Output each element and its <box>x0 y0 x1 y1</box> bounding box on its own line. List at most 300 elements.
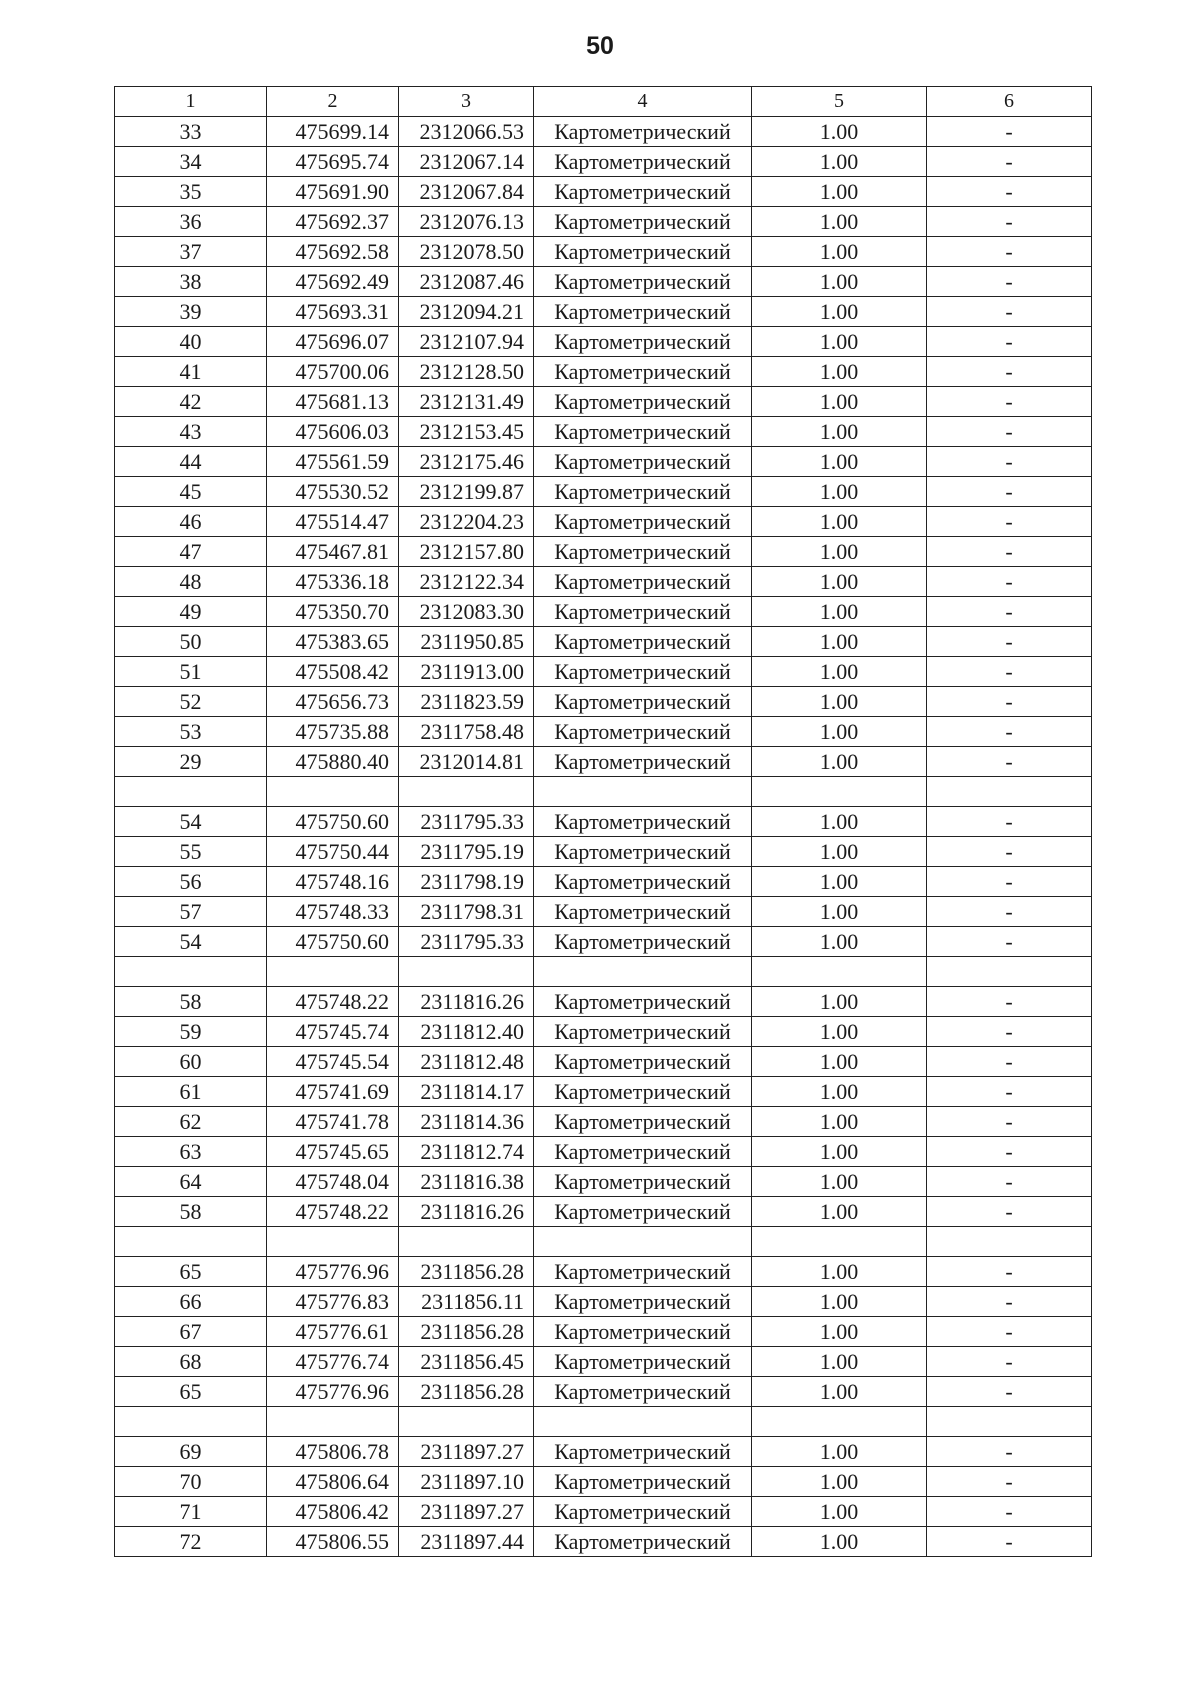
y-coordinate-cell: 2312204.23 <box>399 507 534 537</box>
accuracy-cell: 1.00 <box>752 1107 927 1137</box>
y-coordinate-cell: 2312083.30 <box>399 597 534 627</box>
accuracy-cell: 1.00 <box>752 687 927 717</box>
point-number-cell <box>115 777 267 807</box>
x-coordinate-cell: 475735.88 <box>267 717 399 747</box>
y-coordinate-cell: 2311798.31 <box>399 897 534 927</box>
note-cell: - <box>927 747 1092 777</box>
point-number-cell: 62 <box>115 1107 267 1137</box>
note-cell: - <box>927 507 1092 537</box>
y-coordinate-cell: 2311816.38 <box>399 1167 534 1197</box>
method-cell: Картометрический <box>534 1287 752 1317</box>
point-number-cell: 56 <box>115 867 267 897</box>
point-number-cell: 48 <box>115 567 267 597</box>
accuracy-cell: 1.00 <box>752 1077 927 1107</box>
method-cell: Картометрический <box>534 1347 752 1377</box>
x-coordinate-cell <box>267 957 399 987</box>
x-coordinate-cell: 475776.96 <box>267 1377 399 1407</box>
table-row <box>115 1197 1092 1227</box>
note-cell: - <box>927 657 1092 687</box>
point-number-cell: 37 <box>115 237 267 267</box>
column-header: 5 <box>752 87 927 117</box>
method-cell <box>534 777 752 807</box>
table-row <box>115 627 1092 657</box>
method-cell: Картометрический <box>534 897 752 927</box>
x-coordinate-cell: 475692.49 <box>267 267 399 297</box>
x-coordinate-cell: 475745.74 <box>267 1017 399 1047</box>
x-coordinate-cell: 475508.42 <box>267 657 399 687</box>
x-coordinate-cell: 475691.90 <box>267 177 399 207</box>
accuracy-cell: 1.00 <box>752 1347 927 1377</box>
x-coordinate-cell: 475383.65 <box>267 627 399 657</box>
x-coordinate-cell <box>267 1407 399 1437</box>
method-cell: Картометрический <box>534 297 752 327</box>
note-cell: - <box>927 177 1092 207</box>
y-coordinate-cell: 2311856.28 <box>399 1377 534 1407</box>
note-cell: - <box>927 927 1092 957</box>
accuracy-cell: 1.00 <box>752 147 927 177</box>
method-cell: Картометрический <box>534 1497 752 1527</box>
y-coordinate-cell: 2312014.81 <box>399 747 534 777</box>
accuracy-cell: 1.00 <box>752 357 927 387</box>
y-coordinate-cell: 2311950.85 <box>399 627 534 657</box>
point-number-cell: 61 <box>115 1077 267 1107</box>
method-cell: Картометрический <box>534 1017 752 1047</box>
note-cell: - <box>927 1017 1092 1047</box>
note-cell: - <box>927 897 1092 927</box>
note-cell: - <box>927 1107 1092 1137</box>
note-cell: - <box>927 717 1092 747</box>
table-row <box>115 687 1092 717</box>
y-coordinate-cell: 2311812.74 <box>399 1137 534 1167</box>
note-cell: - <box>927 1347 1092 1377</box>
x-coordinate-cell: 475748.22 <box>267 987 399 1017</box>
method-cell: Картометрический <box>534 1437 752 1467</box>
accuracy-cell: 1.00 <box>752 327 927 357</box>
point-number-cell: 64 <box>115 1167 267 1197</box>
point-number-cell: 65 <box>115 1377 267 1407</box>
accuracy-cell: 1.00 <box>752 1497 927 1527</box>
x-coordinate-cell: 475350.70 <box>267 597 399 627</box>
table-row <box>115 297 1092 327</box>
y-coordinate-cell: 2311812.40 <box>399 1017 534 1047</box>
note-cell: - <box>927 1437 1092 1467</box>
method-cell: Картометрический <box>534 1467 752 1497</box>
point-number-cell: 41 <box>115 357 267 387</box>
accuracy-cell: 1.00 <box>752 1527 927 1557</box>
x-coordinate-cell: 475880.40 <box>267 747 399 777</box>
point-number-cell: 60 <box>115 1047 267 1077</box>
note-cell: - <box>927 447 1092 477</box>
accuracy-cell: 1.00 <box>752 267 927 297</box>
x-coordinate-cell <box>267 777 399 807</box>
accuracy-cell: 1.00 <box>752 117 927 147</box>
table-row <box>115 1077 1092 1107</box>
point-number-cell: 69 <box>115 1437 267 1467</box>
table-row <box>115 447 1092 477</box>
y-coordinate-cell: 2311758.48 <box>399 717 534 747</box>
y-coordinate-cell: 2311816.26 <box>399 987 534 1017</box>
column-header: 6 <box>927 87 1092 117</box>
table-row <box>115 207 1092 237</box>
point-number-cell: 43 <box>115 417 267 447</box>
note-cell: - <box>927 1497 1092 1527</box>
method-cell: Картометрический <box>534 447 752 477</box>
method-cell: Картометрический <box>534 117 752 147</box>
x-coordinate-cell: 475750.60 <box>267 807 399 837</box>
method-cell: Картометрический <box>534 1077 752 1107</box>
x-coordinate-cell: 475806.55 <box>267 1527 399 1557</box>
y-coordinate-cell: 2311897.44 <box>399 1527 534 1557</box>
accuracy-cell: 1.00 <box>752 747 927 777</box>
x-coordinate-cell: 475467.81 <box>267 537 399 567</box>
note-cell <box>927 1407 1092 1437</box>
x-coordinate-cell: 475606.03 <box>267 417 399 447</box>
accuracy-cell <box>752 777 927 807</box>
method-cell: Картометрический <box>534 147 752 177</box>
method-cell <box>534 957 752 987</box>
point-number-cell: 47 <box>115 537 267 567</box>
y-coordinate-cell: 2311823.59 <box>399 687 534 717</box>
method-cell: Картометрический <box>534 807 752 837</box>
note-cell: - <box>927 417 1092 447</box>
table-row <box>115 897 1092 927</box>
note-cell: - <box>927 1467 1092 1497</box>
x-coordinate-cell: 475748.22 <box>267 1197 399 1227</box>
x-coordinate-cell: 475692.37 <box>267 207 399 237</box>
point-number-cell: 45 <box>115 477 267 507</box>
point-number-cell: 54 <box>115 807 267 837</box>
method-cell: Картометрический <box>534 1257 752 1287</box>
x-coordinate-cell: 475741.69 <box>267 1077 399 1107</box>
table-row <box>115 957 1092 987</box>
x-coordinate-cell: 475748.33 <box>267 897 399 927</box>
method-cell: Картометрический <box>534 1197 752 1227</box>
point-number-cell: 65 <box>115 1257 267 1287</box>
y-coordinate-cell: 2311856.28 <box>399 1317 534 1347</box>
accuracy-cell: 1.00 <box>752 1137 927 1167</box>
note-cell: - <box>927 117 1092 147</box>
column-header: 4 <box>534 87 752 117</box>
y-coordinate-cell: 2312076.13 <box>399 207 534 237</box>
x-coordinate-cell: 475750.44 <box>267 837 399 867</box>
method-cell: Картометрический <box>534 477 752 507</box>
y-coordinate-cell: 2311812.48 <box>399 1047 534 1077</box>
point-number-cell: 36 <box>115 207 267 237</box>
note-cell: - <box>927 1317 1092 1347</box>
method-cell: Картометрический <box>534 747 752 777</box>
method-cell: Картометрический <box>534 357 752 387</box>
note-cell: - <box>927 147 1092 177</box>
method-cell: Картометрический <box>534 207 752 237</box>
table-row <box>115 1137 1092 1167</box>
y-coordinate-cell: 2311816.26 <box>399 1197 534 1227</box>
table-row <box>115 1017 1092 1047</box>
accuracy-cell: 1.00 <box>752 927 927 957</box>
table-row <box>115 1167 1092 1197</box>
point-number-cell: 51 <box>115 657 267 687</box>
note-cell: - <box>927 1077 1092 1107</box>
table-header <box>115 87 1092 117</box>
method-cell: Картометрический <box>534 657 752 687</box>
y-coordinate-cell: 2312094.21 <box>399 297 534 327</box>
accuracy-cell: 1.00 <box>752 1047 927 1077</box>
point-number-cell: 33 <box>115 117 267 147</box>
accuracy-cell: 1.00 <box>752 987 927 1017</box>
point-number-cell: 38 <box>115 267 267 297</box>
x-coordinate-cell: 475806.64 <box>267 1467 399 1497</box>
point-number-cell <box>115 1227 267 1257</box>
table-row <box>115 1287 1092 1317</box>
method-cell: Картометрический <box>534 1527 752 1557</box>
point-number-cell: 67 <box>115 1317 267 1347</box>
method-cell: Картометрический <box>534 717 752 747</box>
y-coordinate-cell: 2312078.50 <box>399 237 534 267</box>
accuracy-cell: 1.00 <box>752 837 927 867</box>
x-coordinate-cell: 475700.06 <box>267 357 399 387</box>
table-row <box>115 1257 1092 1287</box>
point-number-cell <box>115 1407 267 1437</box>
accuracy-cell <box>752 1407 927 1437</box>
table-row <box>115 507 1092 537</box>
table-row <box>115 1347 1092 1377</box>
note-cell: - <box>927 1527 1092 1557</box>
column-header: 2 <box>267 87 399 117</box>
table-row <box>115 177 1092 207</box>
y-coordinate-cell: 2312122.34 <box>399 567 534 597</box>
point-number-cell: 42 <box>115 387 267 417</box>
accuracy-cell: 1.00 <box>752 597 927 627</box>
y-coordinate-cell <box>399 957 534 987</box>
accuracy-cell: 1.00 <box>752 717 927 747</box>
table-row <box>115 1047 1092 1077</box>
y-coordinate-cell <box>399 777 534 807</box>
x-coordinate-cell: 475748.16 <box>267 867 399 897</box>
y-coordinate-cell: 2311798.19 <box>399 867 534 897</box>
x-coordinate-cell: 475776.96 <box>267 1257 399 1287</box>
table-row <box>115 147 1092 177</box>
accuracy-cell: 1.00 <box>752 1257 927 1287</box>
table-row <box>115 1317 1092 1347</box>
table-row <box>115 867 1092 897</box>
accuracy-cell: 1.00 <box>752 627 927 657</box>
accuracy-cell: 1.00 <box>752 1317 927 1347</box>
table-body <box>115 117 1092 1557</box>
accuracy-cell: 1.00 <box>752 477 927 507</box>
y-coordinate-cell: 2311897.10 <box>399 1467 534 1497</box>
x-coordinate-cell: 475806.78 <box>267 1437 399 1467</box>
point-number-cell: 39 <box>115 297 267 327</box>
accuracy-cell: 1.00 <box>752 447 927 477</box>
note-cell: - <box>927 867 1092 897</box>
x-coordinate-cell: 475514.47 <box>267 507 399 537</box>
x-coordinate-cell: 475561.59 <box>267 447 399 477</box>
table-row <box>115 927 1092 957</box>
x-coordinate-cell: 475776.83 <box>267 1287 399 1317</box>
table-row <box>115 1227 1092 1257</box>
y-coordinate-cell: 2311814.17 <box>399 1077 534 1107</box>
note-cell: - <box>927 627 1092 657</box>
table-row <box>115 657 1092 687</box>
note-cell: - <box>927 537 1092 567</box>
table-row <box>115 567 1092 597</box>
point-number-cell: 50 <box>115 627 267 657</box>
y-coordinate-cell: 2312067.84 <box>399 177 534 207</box>
y-coordinate-cell: 2312067.14 <box>399 147 534 177</box>
table-row <box>115 1377 1092 1407</box>
table-row <box>115 1467 1092 1497</box>
x-coordinate-cell: 475745.54 <box>267 1047 399 1077</box>
method-cell: Картометрический <box>534 237 752 267</box>
point-number-cell: 59 <box>115 1017 267 1047</box>
table-row <box>115 987 1092 1017</box>
point-number-cell: 55 <box>115 837 267 867</box>
method-cell: Картометрический <box>534 507 752 537</box>
x-coordinate-cell <box>267 1227 399 1257</box>
coordinates-table <box>114 86 1092 1557</box>
table-row <box>115 1407 1092 1437</box>
y-coordinate-cell: 2311795.33 <box>399 927 534 957</box>
point-number-cell: 53 <box>115 717 267 747</box>
table-row <box>115 777 1092 807</box>
note-cell: - <box>927 807 1092 837</box>
accuracy-cell: 1.00 <box>752 567 927 597</box>
x-coordinate-cell: 475692.58 <box>267 237 399 267</box>
y-coordinate-cell: 2312128.50 <box>399 357 534 387</box>
point-number-cell: 58 <box>115 987 267 1017</box>
method-cell: Картометрический <box>534 1167 752 1197</box>
table-row <box>115 837 1092 867</box>
note-cell: - <box>927 687 1092 717</box>
method-cell: Картометрический <box>534 687 752 717</box>
accuracy-cell <box>752 957 927 987</box>
table-row <box>115 417 1092 447</box>
table-row <box>115 387 1092 417</box>
table-row <box>115 117 1092 147</box>
accuracy-cell <box>752 1227 927 1257</box>
y-coordinate-cell: 2311856.11 <box>399 1287 534 1317</box>
y-coordinate-cell: 2311856.28 <box>399 1257 534 1287</box>
note-cell: - <box>927 477 1092 507</box>
table-row <box>115 477 1092 507</box>
table-row <box>115 1497 1092 1527</box>
note-cell: - <box>927 237 1092 267</box>
point-number-cell: 44 <box>115 447 267 477</box>
point-number-cell: 57 <box>115 897 267 927</box>
method-cell: Картометрический <box>534 597 752 627</box>
method-cell <box>534 1407 752 1437</box>
method-cell: Картометрический <box>534 327 752 357</box>
method-cell: Картометрический <box>534 177 752 207</box>
x-coordinate-cell: 475681.13 <box>267 387 399 417</box>
point-number-cell: 35 <box>115 177 267 207</box>
x-coordinate-cell: 475776.61 <box>267 1317 399 1347</box>
accuracy-cell: 1.00 <box>752 417 927 447</box>
note-cell: - <box>927 267 1092 297</box>
accuracy-cell: 1.00 <box>752 207 927 237</box>
header-row <box>115 87 1092 117</box>
note-cell: - <box>927 207 1092 237</box>
x-coordinate-cell: 475696.07 <box>267 327 399 357</box>
method-cell: Картометрический <box>534 867 752 897</box>
x-coordinate-cell: 475776.74 <box>267 1347 399 1377</box>
point-number-cell: 46 <box>115 507 267 537</box>
note-cell: - <box>927 567 1092 597</box>
point-number-cell: 68 <box>115 1347 267 1377</box>
point-number-cell: 34 <box>115 147 267 177</box>
column-header: 1 <box>115 87 267 117</box>
method-cell: Картометрический <box>534 387 752 417</box>
table-row <box>115 807 1092 837</box>
note-cell: - <box>927 1287 1092 1317</box>
point-number-cell: 58 <box>115 1197 267 1227</box>
x-coordinate-cell: 475336.18 <box>267 567 399 597</box>
table-row <box>115 1107 1092 1137</box>
table-row <box>115 717 1092 747</box>
point-number-cell: 66 <box>115 1287 267 1317</box>
note-cell: - <box>927 357 1092 387</box>
x-coordinate-cell: 475693.31 <box>267 297 399 327</box>
accuracy-cell: 1.00 <box>752 867 927 897</box>
accuracy-cell: 1.00 <box>752 537 927 567</box>
y-coordinate-cell: 2311856.45 <box>399 1347 534 1377</box>
note-cell: - <box>927 1197 1092 1227</box>
table-row <box>115 237 1092 267</box>
point-number-cell: 63 <box>115 1137 267 1167</box>
accuracy-cell: 1.00 <box>752 237 927 267</box>
accuracy-cell: 1.00 <box>752 1377 927 1407</box>
note-cell: - <box>927 1377 1092 1407</box>
note-cell <box>927 777 1092 807</box>
point-number-cell: 52 <box>115 687 267 717</box>
accuracy-cell: 1.00 <box>752 387 927 417</box>
method-cell: Картометрический <box>534 987 752 1017</box>
accuracy-cell: 1.00 <box>752 1017 927 1047</box>
method-cell: Картометрический <box>534 537 752 567</box>
x-coordinate-cell: 475741.78 <box>267 1107 399 1137</box>
accuracy-cell: 1.00 <box>752 297 927 327</box>
y-coordinate-cell: 2311795.33 <box>399 807 534 837</box>
x-coordinate-cell: 475745.65 <box>267 1137 399 1167</box>
y-coordinate-cell: 2312199.87 <box>399 477 534 507</box>
method-cell: Картометрический <box>534 1107 752 1137</box>
y-coordinate-cell: 2311897.27 <box>399 1497 534 1527</box>
table-row <box>115 267 1092 297</box>
accuracy-cell: 1.00 <box>752 1437 927 1467</box>
note-cell: - <box>927 837 1092 867</box>
x-coordinate-cell: 475699.14 <box>267 117 399 147</box>
note-cell: - <box>927 297 1092 327</box>
method-cell: Картометрический <box>534 627 752 657</box>
note-cell: - <box>927 387 1092 417</box>
accuracy-cell: 1.00 <box>752 1167 927 1197</box>
table-row <box>115 357 1092 387</box>
y-coordinate-cell: 2311814.36 <box>399 1107 534 1137</box>
accuracy-cell: 1.00 <box>752 897 927 927</box>
note-cell <box>927 957 1092 987</box>
method-cell: Картометрический <box>534 837 752 867</box>
note-cell: - <box>927 1047 1092 1077</box>
accuracy-cell: 1.00 <box>752 1467 927 1497</box>
y-coordinate-cell: 2312175.46 <box>399 447 534 477</box>
point-number-cell: 72 <box>115 1527 267 1557</box>
method-cell: Картометрический <box>534 567 752 597</box>
note-cell <box>927 1227 1092 1257</box>
y-coordinate-cell <box>399 1227 534 1257</box>
point-number-cell: 71 <box>115 1497 267 1527</box>
accuracy-cell: 1.00 <box>752 1287 927 1317</box>
x-coordinate-cell: 475748.04 <box>267 1167 399 1197</box>
column-header: 3 <box>399 87 534 117</box>
